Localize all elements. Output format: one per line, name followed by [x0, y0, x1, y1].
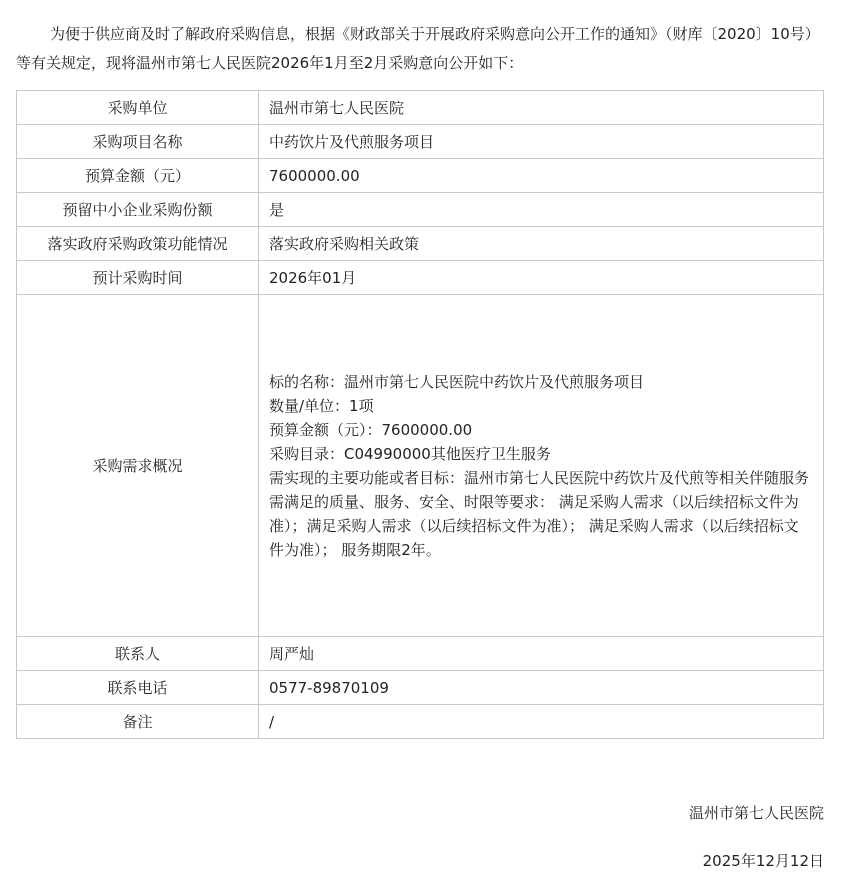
row-value-sme-share: 是 [259, 193, 824, 227]
demand-line: 需实现的主要功能或者目标：温州市第七人民医院中药饮片及代煎等相关伴随服务 [269, 468, 810, 487]
row-value-project-name: 中药饮片及代煎服务项目 [259, 125, 824, 159]
row-value-policy: 落实政府采购相关政策 [259, 227, 824, 261]
table-row [17, 637, 824, 671]
row-value-phone: 0577-89870109 [259, 671, 824, 705]
table-row [17, 261, 824, 295]
demand-line: 需满足的质量、服务、安全、时限等要求： 满足采购人需求（以后续招标文件为准）；满足采购人需求（以后续招标文件为准）； 满足采购人需求（以后续招标文件为准）； 服务期限2年。 [269, 492, 799, 559]
demand-line: 预算金额（元）：7600000.00 [269, 420, 473, 439]
signature-date: 2025年12月12日 [702, 852, 824, 870]
table-row [17, 91, 824, 125]
demand-detail [259, 370, 823, 562]
intro-paragraph: 为便于供应商及时了解政府采购信息，根据《财政部关于开展政府采购意向公开工作的通知》（财库〔2020〕10号）等有关规定，现将温州市第七人民医院2026年1月至2月采购意向公开如下： [16, 25, 820, 72]
row-label-purchaser: 采购单位 [17, 91, 259, 125]
table-row [17, 705, 824, 739]
row-value-remarks: / [259, 705, 824, 739]
table-row [17, 159, 824, 193]
row-value-demand [259, 295, 824, 637]
demand-line: 数量/单位：1项 [269, 396, 374, 415]
row-label-time: 预计采购时间 [17, 261, 259, 295]
row-value-contact: 周严灿 [259, 637, 824, 671]
row-label-contact: 联系人 [17, 637, 259, 671]
row-value-purchaser: 温州市第七人民医院 [259, 91, 824, 125]
table-row [17, 125, 824, 159]
row-label-demand: 采购需求概况 [17, 295, 259, 637]
table-row [17, 227, 824, 261]
row-label-remarks: 备注 [17, 705, 259, 739]
row-label-policy: 落实政府采购政策功能情况 [17, 227, 259, 261]
row-value-time: 2026年01月 [259, 261, 824, 295]
procurement-intent-table [16, 90, 824, 739]
demand-line: 标的名称：温州市第七人民医院中药饮片及代煎服务项目 [269, 372, 645, 391]
table-row [17, 295, 824, 637]
row-label-budget: 预算金额（元） [17, 159, 259, 193]
row-label-phone: 联系电话 [17, 671, 259, 705]
signature-organization: 温州市第七人民医院 [688, 804, 824, 822]
table-row [17, 671, 824, 705]
table-row [17, 193, 824, 227]
demand-line: 采购目录：C04990000其他医疗卫生服务 [269, 444, 551, 463]
row-label-project-name: 采购项目名称 [17, 125, 259, 159]
row-value-budget: 7600000.00 [259, 159, 824, 193]
row-label-sme-share: 预留中小企业采购份额 [17, 193, 259, 227]
